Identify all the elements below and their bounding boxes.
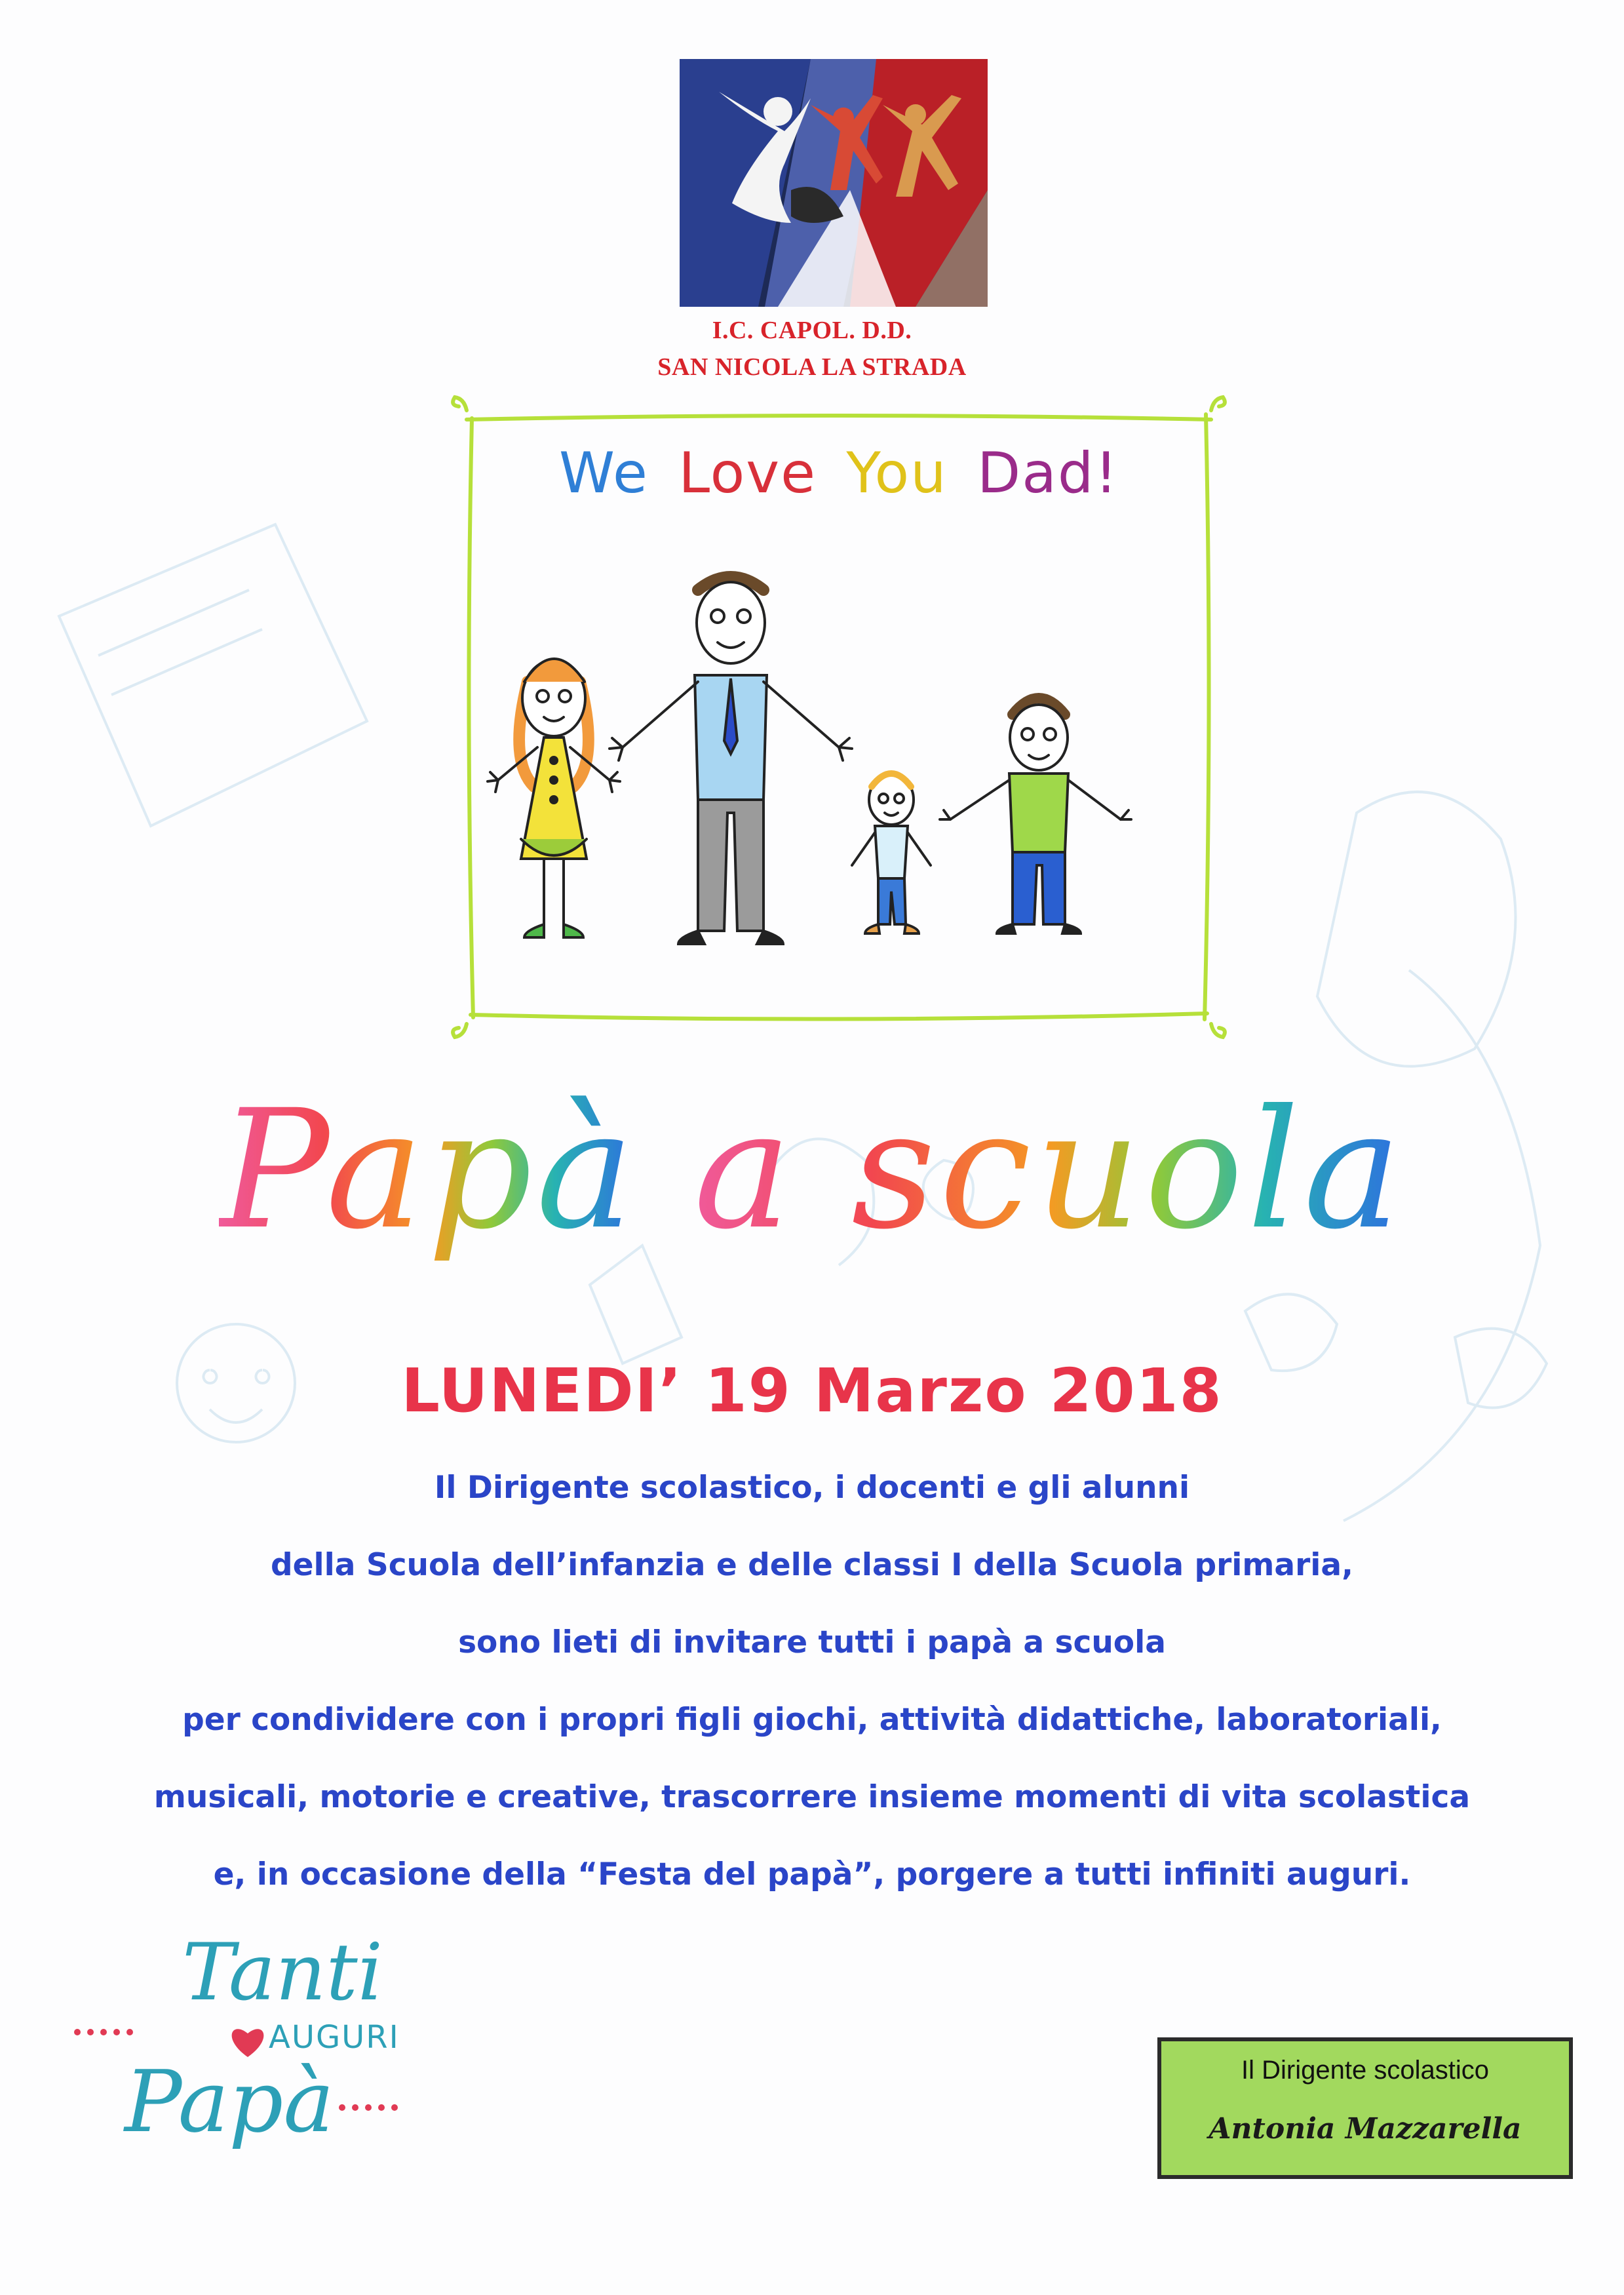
family-drawing (472, 551, 1206, 996)
invitation-line-5: musicali, motorie e creative, trascorrere insieme momenti di vita scolastica (153, 1779, 1471, 1815)
event-date: LUNEDI’ 19 Marzo 2018 (401, 1356, 1223, 1426)
school-logo (680, 59, 988, 307)
signature-box (1157, 2037, 1573, 2179)
event-title-a-scuola: a scuola (693, 1074, 1405, 1265)
signature-name: Antonia Mazzarella (1208, 2112, 1522, 2146)
invitation-line-3: sono lieti di invitare tutti i papà a scuola (458, 1624, 1166, 1660)
greeting-papa: Papà (125, 2052, 334, 2151)
invitation-line-2: della Scuola dell’infanzia e delle classi I della Scuola primaria, (271, 1547, 1353, 1583)
greeting-tanti: Tanti (182, 1927, 383, 2018)
school-name-line1: I.C. CAPOL. D.D. (712, 317, 912, 344)
greeting-auguri: AUGURI (269, 2019, 400, 2056)
signature-role: Il Dirigente scolastico (1241, 2056, 1489, 2085)
drawing-title (459, 441, 1219, 506)
invitation-line-4: per condividere con i propri figli giochi, attività didattiche, laboratoriali, (182, 1702, 1442, 1738)
drawing-word-you: You (846, 441, 948, 506)
dotted-lines (72, 1999, 413, 2130)
tanti-auguri-graphic (72, 1927, 413, 2203)
invitation-line-1: Il Dirigente scolastico, i docenti e gli alunni (434, 1470, 1190, 1506)
drawing-word-dad: Dad! (977, 441, 1119, 506)
invitation-line-6: e, in occasione della “Festa del papà”, porgere a tutti infiniti auguri. (213, 1856, 1411, 1893)
event-title (0, 1074, 1624, 1265)
drawing-word-love: Love (678, 441, 817, 506)
school-name-line2: SAN NICOLA LA STRADA (657, 353, 967, 381)
event-title-papa: Papà (219, 1074, 638, 1265)
drawing-word-we: We (559, 441, 649, 506)
